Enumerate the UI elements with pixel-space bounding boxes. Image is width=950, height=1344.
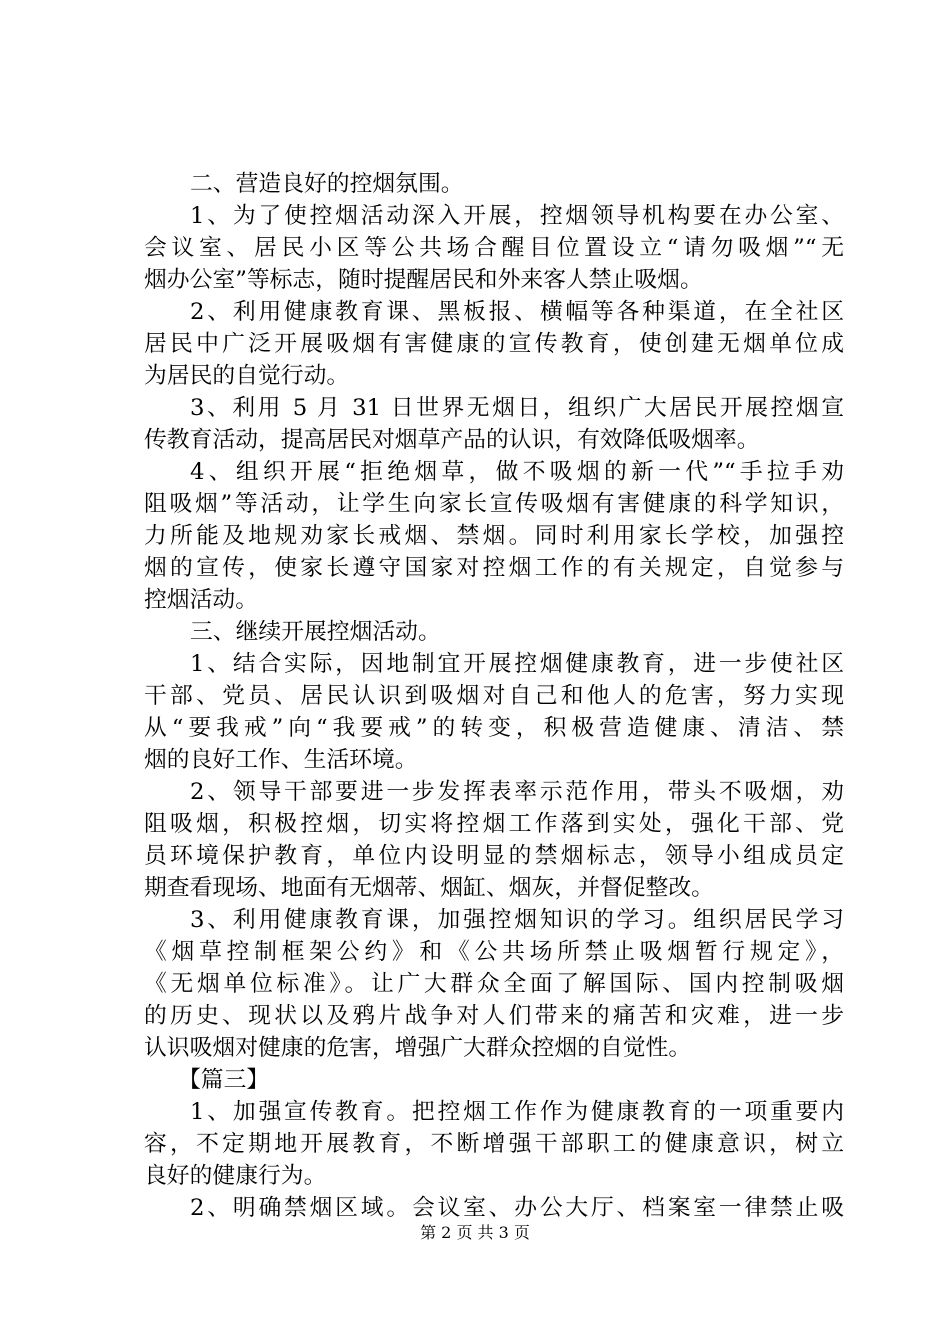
text-line: 会议室、居民小区等公共场合醒目位置设立“请勿吸烟”“无	[144, 235, 844, 261]
text-line: 期查看现场、地面有无烟蒂、烟缸、烟灰，并督促整改。	[144, 875, 714, 901]
text-line: 干部、党员、居民认识到吸烟对自己和他人的危害，努力实现	[144, 683, 844, 709]
text-line: 员环境保护教育，单位内设明显的禁烟标志，领导小组成员定	[144, 843, 844, 869]
text-line: 从“要我戒”向“我要戒”的转变，积极营造健康、清洁、禁	[144, 715, 844, 741]
text-line: 为居民的自觉行动。	[144, 363, 350, 389]
text-line: 3、利用 5 月 31 日世界无烟日，组织广大居民开展控烟宣	[190, 395, 844, 421]
text-line: 3、利用健康教育课，加强控烟知识的学习。组织居民学习	[190, 907, 844, 933]
text-line: 传教育活动，提高居民对烟草产品的认识，有效降低吸烟率。	[144, 427, 760, 453]
text-line: 1、为了使控烟活动深入开展，控烟领导机构要在办公室、	[190, 203, 844, 229]
text-line: 烟办公室”等标志，随时提醒居民和外来客人禁止吸烟。	[144, 267, 703, 293]
text-line: 力所能及地规劝家长戒烟、禁烟。同时利用家长学校，加强控	[144, 523, 844, 549]
text-line: 1、加强宣传教育。把控烟工作作为健康教育的一项重要内	[190, 1099, 844, 1125]
text-line: 烟的宣传，使家长遵守国家对控烟工作的有关规定，自觉参与	[144, 555, 844, 581]
text-line: 阻吸烟”等活动，让学生向家长宣传吸烟有害健康的科学知识，	[144, 491, 844, 517]
text-line: 2、明确禁烟区域。会议室、办公大厅、档案室一律禁止吸	[190, 1195, 844, 1221]
text-line: 《烟草控制框架公约》和《公共场所禁止吸烟暂行规定》，	[144, 939, 844, 965]
text-line: 认识吸烟对健康的危害，增强广大群众控烟的自觉性。	[144, 1035, 692, 1061]
text-line: 2、利用健康教育课、黑板报、横幅等各种渠道，在全社区	[190, 299, 844, 325]
text-line: 三、继续开展控烟活动。	[190, 619, 441, 645]
text-line: 《无烟单位标准》。让广大群众全面了解国际、国内控制吸烟	[144, 971, 844, 997]
text-line: 烟的良好工作、生活环境。	[144, 747, 418, 773]
text-line: 二、营造良好的控烟氛围。	[190, 171, 464, 197]
text-line: 阻吸烟，积极控烟，切实将控烟工作落到实处，强化干部、党	[144, 811, 844, 837]
text-line: 居民中广泛开展吸烟有害健康的宣传教育，使创建无烟单位成	[144, 331, 844, 357]
text-line: 【篇三】	[178, 1067, 270, 1093]
text-line: 容，不定期地开展教育，不断增强干部职工的健康意识，树立	[144, 1131, 844, 1157]
page-footer: 第 2 页 共 3 页	[420, 1223, 530, 1242]
text-line: 良好的健康行为。	[144, 1163, 327, 1189]
text-line: 4、组织开展“拒绝烟草，做不吸烟的新一代”“手拉手劝	[190, 459, 844, 485]
text-line: 控烟活动。	[144, 587, 258, 613]
text-line: 1、结合实际，因地制宜开展控烟健康教育，进一步使社区	[190, 651, 844, 677]
text-line: 的历史、现状以及鸦片战争对人们带来的痛苦和灾难，进一步	[144, 1003, 844, 1029]
text-line: 2、领导干部要进一步发挥表率示范作用，带头不吸烟，劝	[190, 779, 844, 805]
